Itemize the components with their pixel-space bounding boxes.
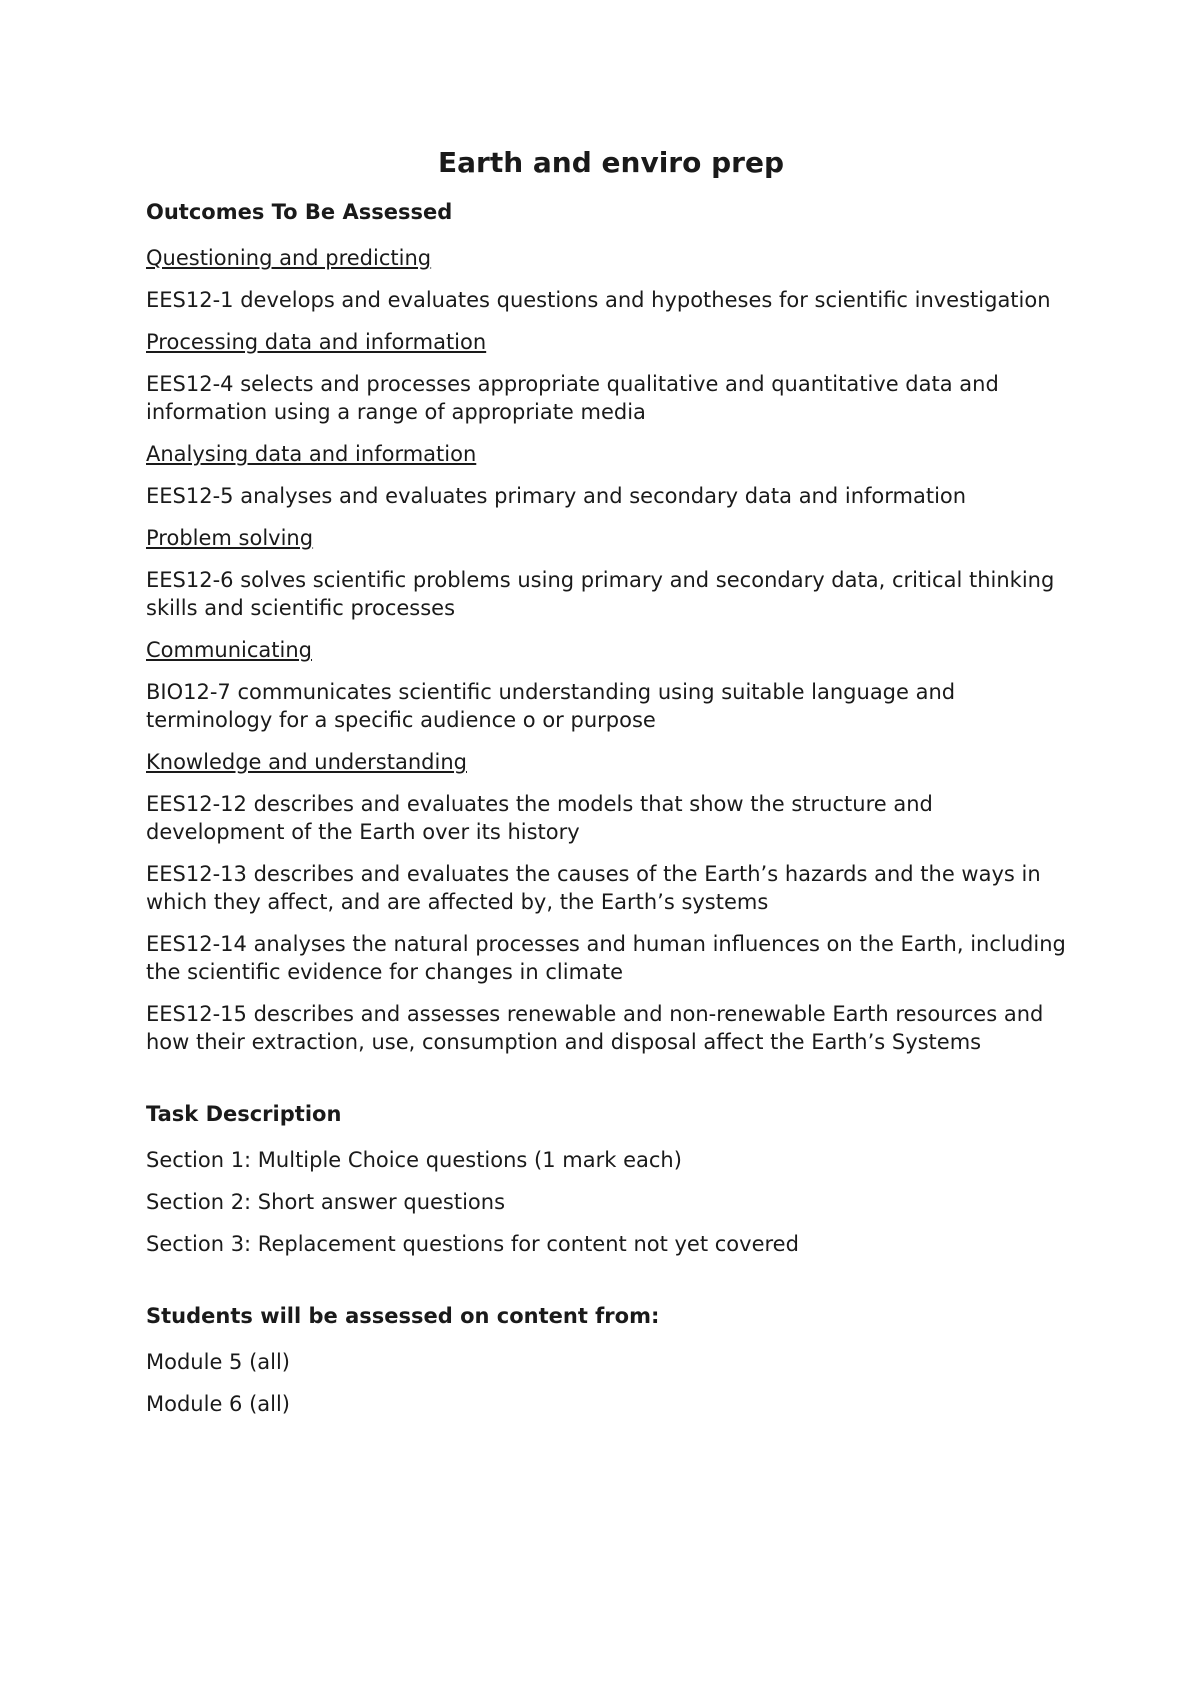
- spacer: [146, 1070, 1076, 1100]
- outcome-ees12-13: EES12-13 describes and evaluates the causes of the Earth’s hazards and the ways in which they affect, and are affected by, the Earth’s systems: [146, 862, 1041, 914]
- outcome-ees12-4: EES12-4 selects and processes appropriate qualitative and quantitative data and information using a range of appropriate media: [146, 372, 999, 424]
- task-heading: Task Description: [146, 1102, 342, 1126]
- subheading-problem-solving: Problem solving: [146, 526, 314, 550]
- task-item: Section 2: Short answer questions: [146, 1190, 506, 1214]
- content-item: Module 6 (all): [146, 1392, 290, 1416]
- subheading-processing: Processing data and information: [146, 330, 487, 354]
- outcome-ees12-15: EES12-15 describes and assesses renewable and non-renewable Earth resources and how their extraction, use, consumption and disposal affect the Earth’s Systems: [146, 1002, 1044, 1054]
- outcome-ees12-12: EES12-12 describes and evaluates the models that show the structure and development of the Earth over its history: [146, 792, 933, 844]
- subheading-questioning: Questioning and predicting: [146, 246, 432, 270]
- outcome-ees12-1: EES12-1 develops and evaluates questions and hypotheses for scientific investigation: [146, 288, 1051, 312]
- content-heading: Students will be assessed on content from:: [146, 1304, 660, 1328]
- spacer: [146, 1272, 1076, 1302]
- outcomes-heading: Outcomes To Be Assessed: [146, 200, 453, 224]
- outcome-bio12-7: BIO12-7 communicates scientific understanding using suitable language and terminology for a specific audience o or purpose: [146, 680, 956, 732]
- subheading-analysing: Analysing data and information: [146, 442, 477, 466]
- outcome-ees12-6: EES12-6 solves scientific problems using primary and secondary data, critical thinking skills and scientific processes: [146, 568, 1055, 620]
- document-title: Earth and enviro prep: [438, 146, 784, 179]
- content-item: Module 5 (all): [146, 1350, 290, 1374]
- outcome-ees12-5: EES12-5 analyses and evaluates primary and secondary data and information: [146, 484, 967, 508]
- subheading-knowledge: Knowledge and understanding: [146, 750, 467, 774]
- task-item: Section 3: Replacement questions for content not yet covered: [146, 1232, 799, 1256]
- subheading-communicating: Communicating: [146, 638, 313, 662]
- outcome-ees12-14: EES12-14 analyses the natural processes and human influences on the Earth, including the scientific evidence for changes in climate: [146, 932, 1066, 984]
- task-item: Section 1: Multiple Choice questions (1 mark each): [146, 1148, 682, 1172]
- document-page: [146, 146, 1076, 1432]
